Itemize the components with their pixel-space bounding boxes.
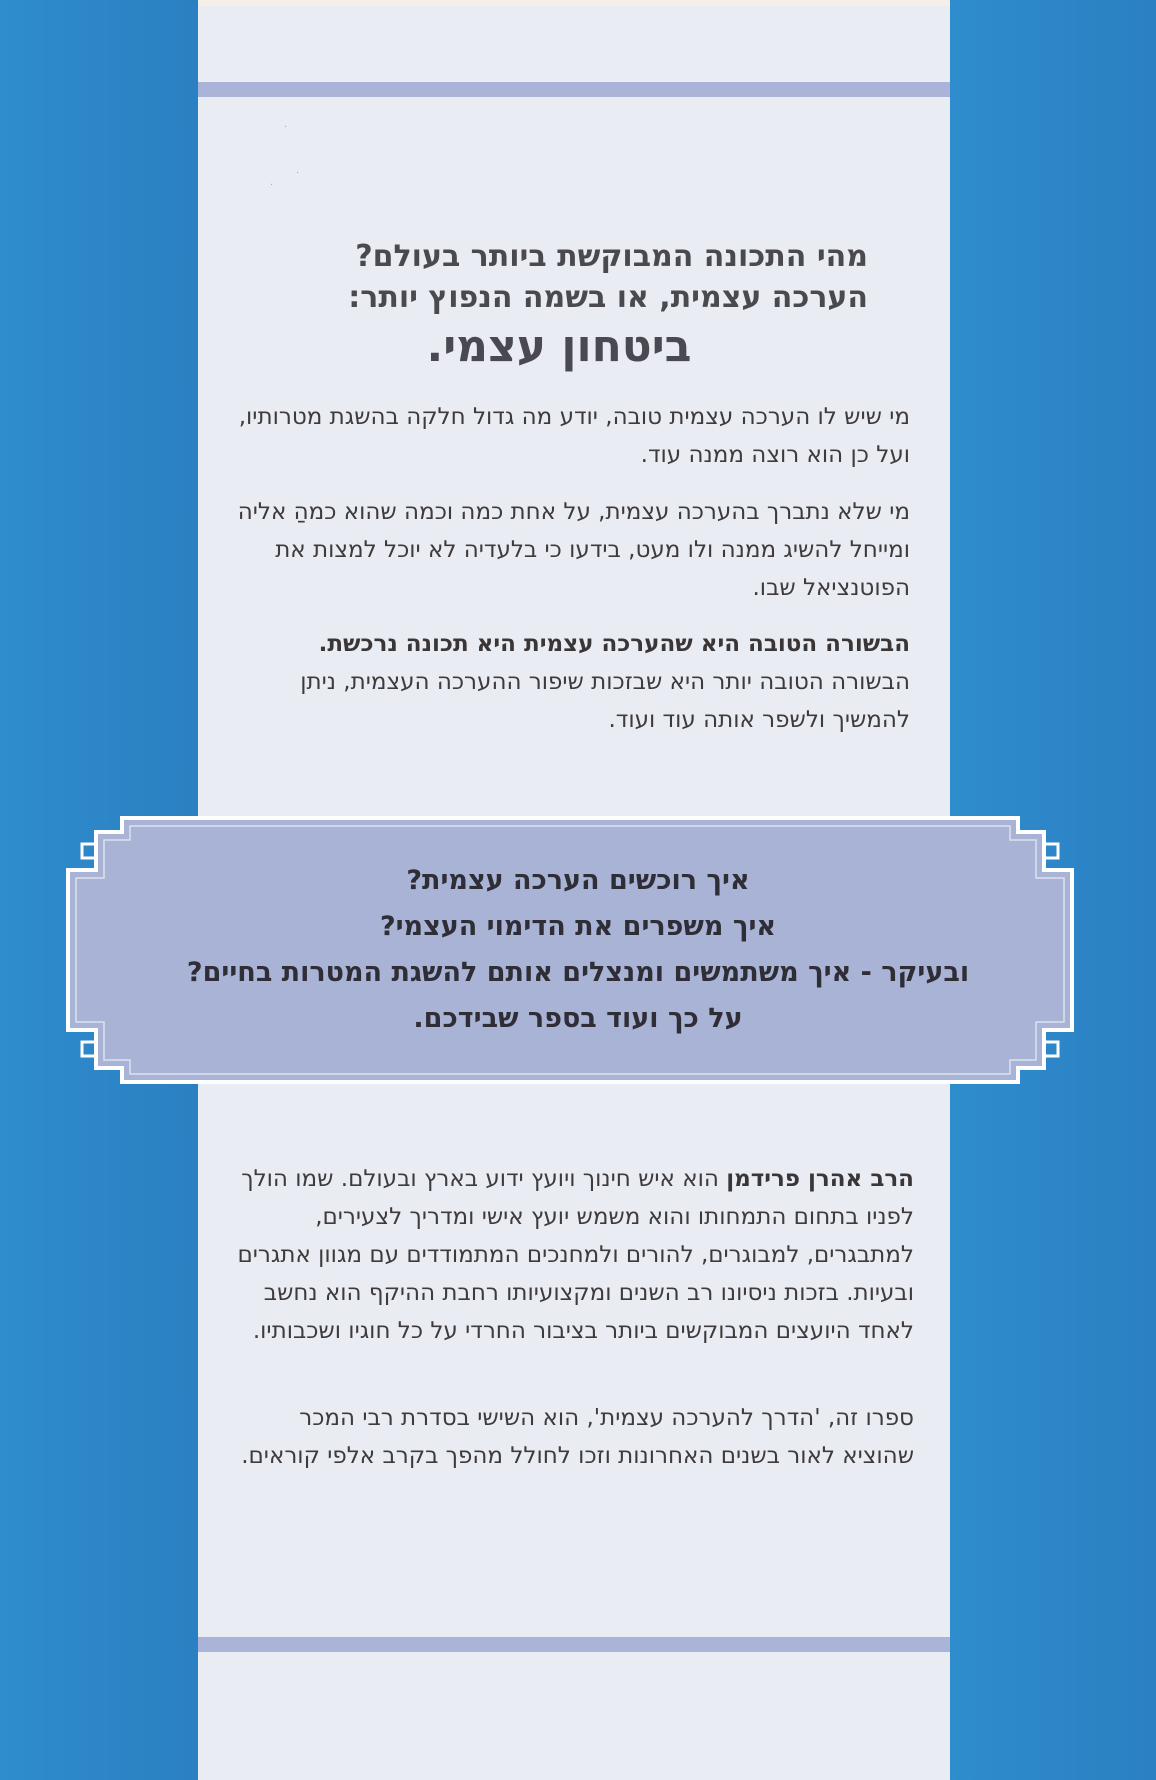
banner-line-4: על כך ועוד בספר שבידכם. (413, 1003, 743, 1034)
book-description: ספרו זה, 'הדרך להערכה עצמית', הוא השישי בסדרת רבי המכר שהוציא לאור בשנים האחרונות וזכו לחולל מהפך בקרב אלפי קוראים. (241, 1405, 914, 1469)
print-speck: · (296, 168, 300, 179)
headline (250, 236, 868, 374)
corner-square-icon (1044, 844, 1058, 858)
headline-line-2: הערכה עצמית, או בשמה הנפוץ יותר: (348, 280, 868, 315)
paragraph-1: מי שיש לו הערכה עצמית טובה, יודע מה גדול חלקה בהשגת מטרותיו, ועל כן הוא רוצה ממנה עוד. (238, 404, 910, 468)
author-bio (230, 1160, 914, 1350)
top-rule (198, 82, 950, 97)
paragraph-2: מי שלא נתברך בהערכה עצמית, על אחת כמה וכמה שהוא כמהַ אליה ומייחל להשיג ממנה ולו מעט, בידעו כי בלעדיה לא יוכל למצות את הפוטנציאל שבו. (237, 499, 910, 601)
corner-square-icon (1044, 1042, 1058, 1056)
paragraph-3-body: הבשורה הטובה יותר היא שבזכות שיפור ההערכה העצמית, ניתן להמשיך ולשפר אותה עוד ועוד. (300, 669, 910, 733)
headline-emphasis: ביטחון עצמי. (426, 321, 692, 372)
bottom-rule (198, 1637, 950, 1652)
print-speck: · (284, 122, 288, 133)
paragraph-3-lead: הבשורה הטובה היא שהערכה עצמית היא תכונה נרכשת. (318, 631, 910, 657)
banner-line-2: איך משפרים את הדימוי העצמי? (379, 911, 777, 942)
headline-line-1: מהי התכונה המבוקשת ביותר בעולם? (355, 239, 868, 274)
banner-line-3: ובעיקר - איך משתמשים ומנצלים אותם להשגת המטרות בחיים? (186, 957, 970, 988)
corner-square-icon (82, 1042, 96, 1056)
author-bio-text: הוא איש חינוך ויועץ ידוע בארץ ובעולם. שמו הולך לפניו בתחום התמחותו והוא משמש יועץ אישי ומדריך לצעירים, למתבגרים, למבוגרים, להורים ולמחנכים המתמודדים עם מגוון אתגרים ובעיות. בזכות ניסיונו רב השנים ומקצועיותו רחבת ההיקף הוא נחשב לאחד היועצים המבוקשים ביותר בציבור החרדי על כל חוגיו ושכבותיו. (237, 1166, 914, 1344)
paragraph-3 (230, 625, 910, 739)
corner-square-icon (82, 844, 96, 858)
banner-text (130, 858, 1026, 1042)
print-speck: · (270, 180, 274, 191)
banner-line-1: איך רוכשים הערכה עצמית? (406, 865, 750, 896)
author-name: הרב אהרן פרידמן (726, 1166, 914, 1192)
